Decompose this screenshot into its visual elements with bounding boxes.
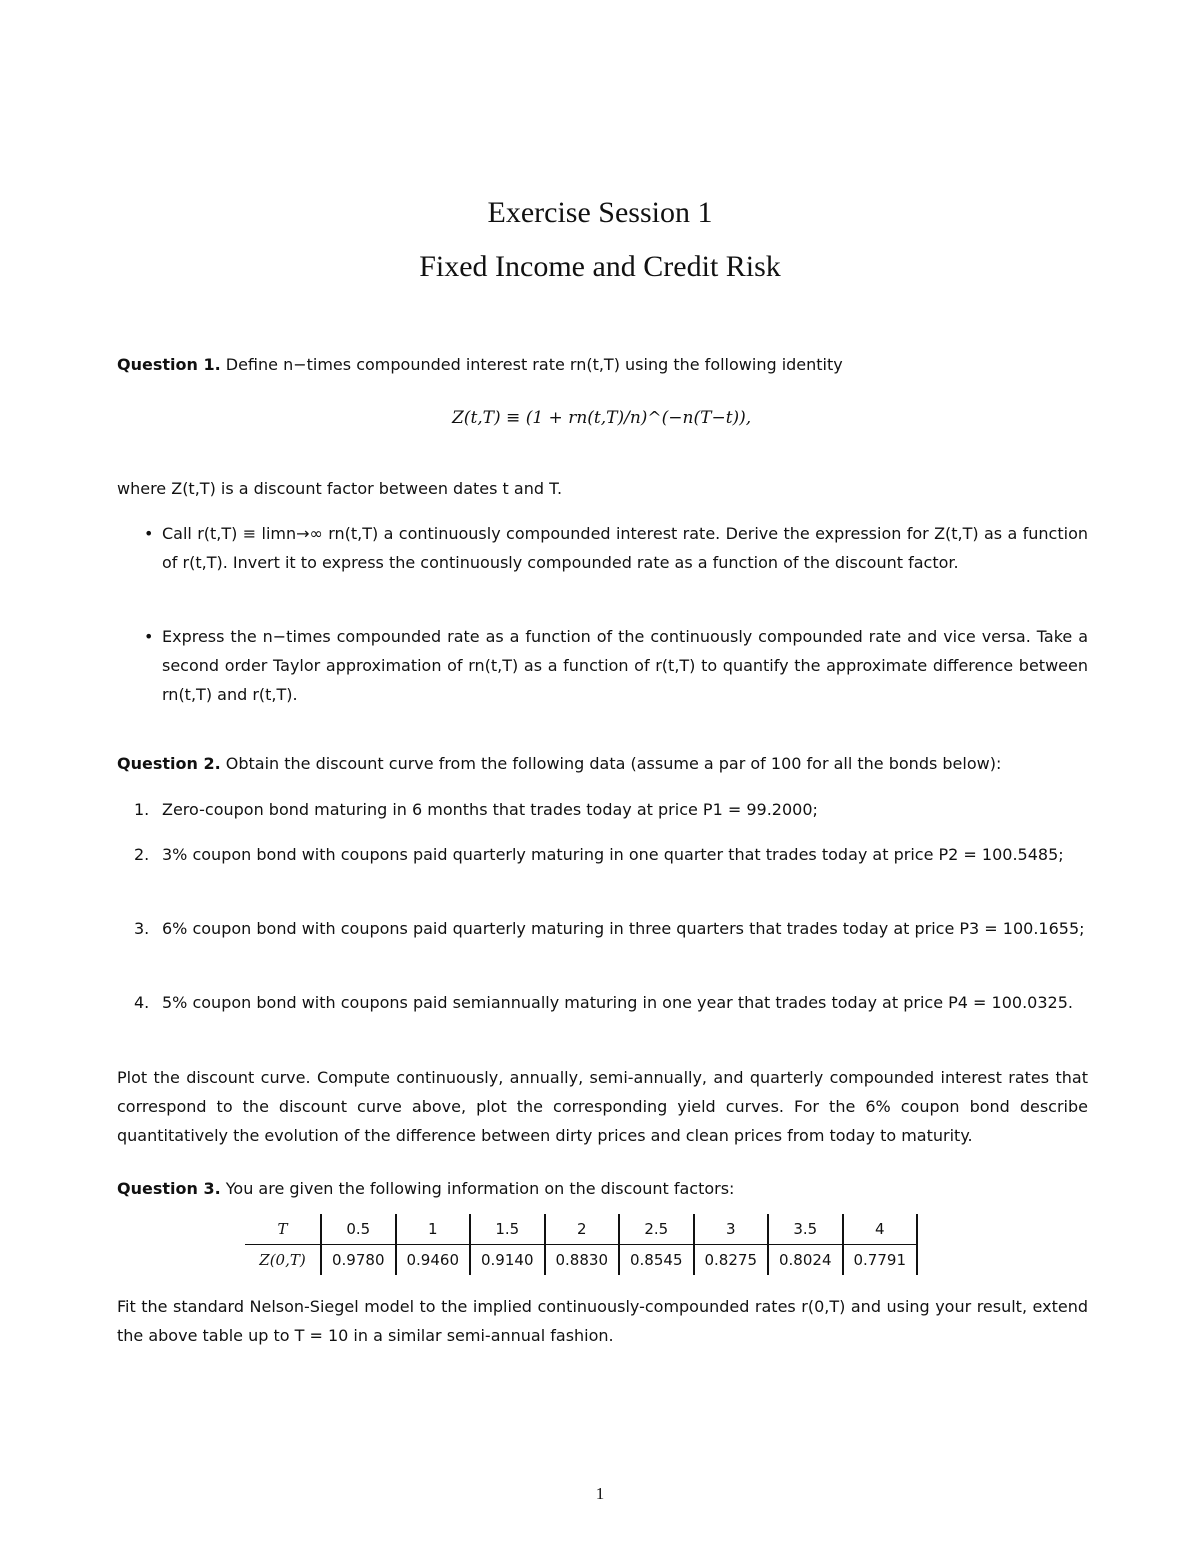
table-cell: 0.8830 [545, 1245, 620, 1276]
list-number: 3. [134, 919, 150, 938]
q1-bullet-2: Express the n−times compounded rate as a function of the continuously compounded rate and vice versa. Take a second order Taylor approximation of rn(t,T) as a function of r(t,T) to quantify the approximate difference between rn(t,T) and r(t,T). [162, 627, 1088, 704]
table-row-header: T [245, 1214, 321, 1245]
bullet-icon: • [144, 524, 154, 543]
q1-label: Question 1. [117, 355, 221, 374]
q2-item-1: Zero-coupon bond maturing in 6 months that trades today at price P1 = 99.2000; [162, 800, 818, 819]
q2-closing: Plot the discount curve. Compute continuously, annually, semi-annually, and quarterly compounded interest rates that correspond to the discount curve above, plot the corresponding yield curves. For the 6% coupon bond describe quantitatively the evolution of the difference between dirty prices and clean prices from today to maturity. [117, 1068, 1088, 1145]
table-cell: 0.7791 [843, 1245, 918, 1276]
page-title: Exercise Session 1 [487, 196, 713, 229]
table-row [245, 1245, 917, 1276]
table-row-header: Z(0,T) [259, 1251, 306, 1269]
q2-item-2: 3% coupon bond with coupons paid quarterly maturing in one quarter that trades today at price P2 = 100.5485; [162, 845, 1064, 864]
q2-intro-line [117, 754, 1001, 774]
q3-intro: You are given the following information on the discount factors: [225, 1179, 735, 1198]
table-row [245, 1214, 917, 1245]
list-number: 2. [134, 845, 150, 864]
list-number: 1. [134, 800, 150, 819]
q2-intro: Obtain the discount curve from the following data (assume a par of 100 for all the bonds below): [225, 754, 1002, 773]
q3-closing: Fit the standard Nelson-Siegel model to the implied continuously-compounded rates r(0,T) and using your result, extend the above table up to T = 10 in a similar semi-annual fashion. [117, 1297, 1088, 1345]
q1-equation: Z(t,T) ≡ (1 + rn(t,T)/n)^(−n(T−t)), [452, 408, 752, 428]
table-cell: 0.8024 [768, 1245, 843, 1276]
table-cell: 0.8545 [619, 1245, 694, 1276]
table-cell: 0.9780 [321, 1245, 396, 1276]
table-cell: 0.5 [321, 1214, 396, 1245]
q1-intro: Define n−times compounded interest rate rn(t,T) using the following identity [225, 355, 843, 374]
q3-intro-line [117, 1179, 734, 1199]
page-number: 1 [595, 1484, 605, 1503]
q1-intro-line [117, 355, 843, 375]
table-cell: 4 [843, 1214, 918, 1245]
table-cell: 0.9140 [470, 1245, 545, 1276]
table-cell: 2.5 [619, 1214, 694, 1245]
table-cell: 0.8275 [694, 1245, 769, 1276]
bullet-icon: • [144, 627, 154, 646]
list-number: 4. [134, 993, 150, 1012]
table-cell: 3.5 [768, 1214, 843, 1245]
page-subtitle: Fixed Income and Credit Risk [419, 250, 781, 283]
q1-bullet-1: Call r(t,T) ≡ limn→∞ rn(t,T) a continuously compounded interest rate. Derive the expression for Z(t,T) as a function of r(t,T). Invert it to express the continuously compounded rate as a function of the discount factor. [162, 524, 1088, 572]
table-cell: 3 [694, 1214, 769, 1245]
table-cell: 2 [545, 1214, 620, 1245]
q2-item-4: 5% coupon bond with coupons paid semiannually maturing in one year that trades today at price P4 = 100.0325. [162, 993, 1073, 1012]
q1-where: where Z(t,T) is a discount factor between dates t and T. [117, 479, 563, 498]
q2-item-3: 6% coupon bond with coupons paid quarterly maturing in three quarters that trades today at price P3 = 100.1655; [162, 919, 1085, 938]
table-cell: 1 [396, 1214, 471, 1245]
q2-label: Question 2. [117, 754, 221, 773]
table-cell: 0.9460 [396, 1245, 471, 1276]
table-cell: 1.5 [470, 1214, 545, 1245]
discount-factor-table [245, 1214, 918, 1275]
q3-label: Question 3. [117, 1179, 221, 1198]
